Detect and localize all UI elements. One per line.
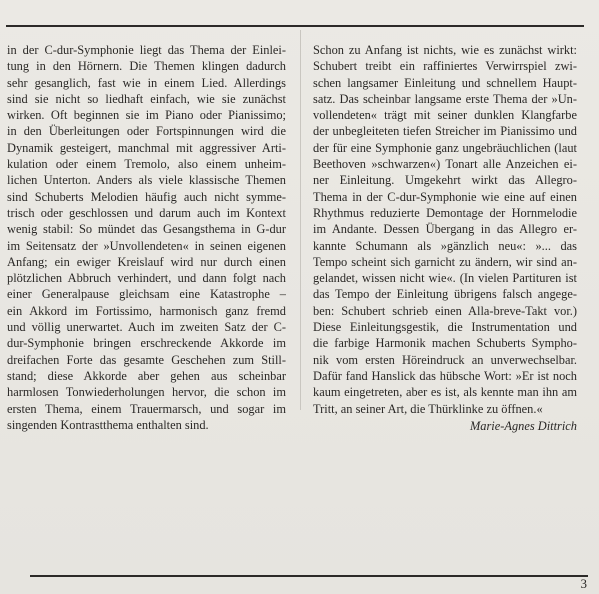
text-line: der unbegleiteten tiefen Streicher im Pianissimo und xyxy=(313,124,577,139)
column-divider xyxy=(300,30,301,410)
text-line: kaum eingetreten, aber es ist, als kennte man ihn am xyxy=(313,385,577,400)
text-line: Schubert treibt ein raffiniertes Verwirrspiel zwi- xyxy=(313,59,577,74)
text-line: plötzlichen Abbruch verhindert, und dann folgt nach xyxy=(7,271,286,286)
text-line: die farbige Harmonik machen Schuberts Sympho- xyxy=(313,336,577,351)
text-line: dreifachen Forte das gesamte Geschehen zum Still- xyxy=(7,352,286,367)
left-text-column xyxy=(7,42,286,433)
text-line: das Tempo der Einleitung übrigens falsch angege- xyxy=(313,287,577,302)
text-line: und völlig unerwartet. Auch im zweiten Satz der C- xyxy=(7,320,286,335)
bottom-rule xyxy=(30,575,588,577)
text-line: Tritt, an seiner Art, die Thürklinke zu öffnen.« xyxy=(313,401,543,416)
text-line: sind Schuberts Melodien häufig auch nicht symme- xyxy=(7,189,286,204)
text-line: Beethoven »schwarzen«) Tonart alle Anzeichen ei- xyxy=(313,157,577,172)
text-line: singenden Kontrastthema enthalten sind. xyxy=(7,417,209,432)
text-line: ner Einleitung. Umgekehrt wirkt das Allegro- xyxy=(313,173,577,188)
text-line: Dafür fand Hanslick das hübsche Wort: »Er ist noch xyxy=(313,368,577,383)
text-line: kannte Schumann als »gänzlich neu«: »... das xyxy=(313,238,577,253)
text-line: dur-Symphonie bringen erschreckende Akkorde im xyxy=(7,336,286,351)
text-line: wirken. Oft beginnen sie im Piano oder Pianissimo; xyxy=(7,108,286,123)
text-line: im Seitensatz der »Unvollendeten« in seinen eigenen xyxy=(7,238,286,253)
text-line: vollendeten« trägt mit seiner dunklen Klangfarbe xyxy=(313,108,577,123)
text-line: einer Generalpause gleichsam eine Katastrophe – xyxy=(7,287,286,302)
page-number: 3 xyxy=(580,576,587,591)
text-line: ben: Schubert schrieb einen Alla-breve-Takt vor.) xyxy=(313,303,577,318)
text-line: der für eine Symphonie ganz ungebräuchlichen (laut xyxy=(313,140,577,155)
text-line: Tempo scheint sich garnicht zu ändern, wir sind an- xyxy=(313,254,577,269)
text-line: stand; diese Akkorde aber gehen aus scheinbar xyxy=(7,368,286,383)
text-line: schen langsamer Einleitung und schnellem Haupt- xyxy=(313,75,577,90)
text-line: wenig stabil: So mündet das Gesangsthema in G-dur xyxy=(7,222,286,237)
text-line: sehr gesanglich, fast wie in einem Lied. Allerdings xyxy=(7,75,286,90)
text-line: Diese Einleitungsgestik, die Instrumentation und xyxy=(313,320,577,335)
text-line: satz. Das scheinbar langsame erste Thema der »Un- xyxy=(313,91,577,106)
author-signature: Marie-Agnes Dittrich xyxy=(469,418,577,433)
right-text-column xyxy=(313,42,577,434)
text-line: harmlosen Tonwiederholungen hervor, die schon im xyxy=(7,385,286,400)
text-line: in den Überleitungen oder Fortspinnungen wird die xyxy=(7,124,286,139)
text-line: in der C-dur-Symphonie liegt das Thema der Einlei- xyxy=(7,43,286,57)
text-line: sind sie nicht so liedhaft einfach, wie sie zunächst xyxy=(7,91,286,106)
text-line: lichen Unterton. Anders als viele klassische Themen xyxy=(7,173,286,188)
text-line: Schon zu Anfang ist nichts, wie es zunächst wirkt: xyxy=(313,43,577,57)
text-line: kulation oder einem Tremolo, also einem unheim- xyxy=(7,157,286,172)
text-line: trisch oder geschlossen und darum auch im Kontext xyxy=(7,205,286,220)
text-line: Thema in der C-dur-Symphonie wie eine auf einen xyxy=(313,189,577,204)
top-rule xyxy=(6,25,584,27)
text-line: gelandet, wissen nicht wie«. (In vielen Partituren ist xyxy=(313,271,577,286)
text-line: ein Akkord im Fortissimo, harmonisch ganz fremd xyxy=(7,303,286,318)
text-line: tung in den Hörnern. Die Themen klingen dadurch xyxy=(7,59,286,74)
text-line: Anfang; ein ewiger Kreislauf wird nur durch einen xyxy=(7,254,286,269)
text-line: im Andante. Dessen Übergang in das Allegro er- xyxy=(313,222,577,237)
text-line: Dynamik gesteigert, manchmal mit aggressiver Arti- xyxy=(7,140,286,155)
text-line: Rhythmus reduzierte Demontage der Hornmelodie xyxy=(313,205,577,220)
text-line: nik vom ersten Höreindruck an unverwechselbar. xyxy=(313,352,577,367)
text-line: ersten Thema, einem Trauermarsch, und sogar im xyxy=(7,401,286,416)
